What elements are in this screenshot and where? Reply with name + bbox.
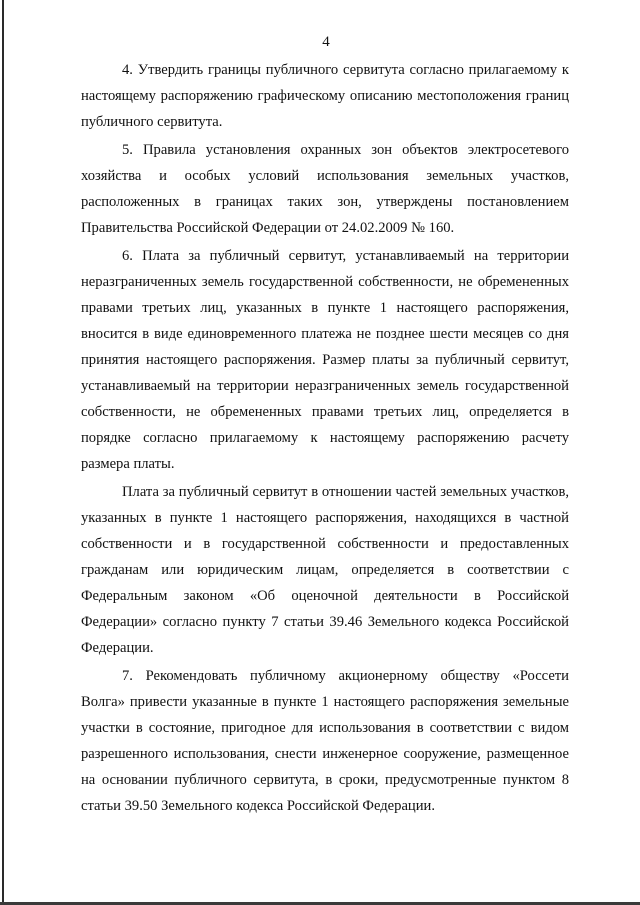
document-body <box>81 57 569 819</box>
paragraph-4: 4. Утвердить границы публичного сервитута согласно прилагаемому к настоящему распоряжению графическому описанию местоположения границ публичного сервитута. <box>81 62 569 130</box>
paragraph-6-continued: Плата за публичный сервитут в отношении частей земельных участков, указанных в пункте 1 настоящего распоряжения, находящихся в частной собственности и в государственной собственности и предоставленных гражданам или юридическим лицам, определяется в соответствии с Федеральным законом «Об оценочной деятельности в Российской Федерации» согласно пункту 7 статьи 39.46 Земельного кодекса Российской Федерации. <box>81 484 569 656</box>
paragraph-6: 6. Плата за публичный сервитут, устанавливаемый на территории неразграниченных земель государственной собственности, не обремененных правами третьих лиц, указанных в пункте 1 настоящего распоряжения, вносится в виде единовременного платежа не позднее шести месяцев со дня принятия настоящего распоряжения. Размер платы за публичный сервитут, устанавливаемый на территории неразграниченных земель государственной собственности, не обремененных правами третьих лиц, определяется в порядке согласно прилагаемому к настоящему распоряжению расчету размера платы. <box>81 248 569 472</box>
paragraph-5: 5. Правила установления охранных зон объектов электросетевого хозяйства и особых условий использования земельных участков, расположенных в границах таких зон, утверждены постановлением Правительства Российской Федерации от 24.02.2009 № 160. <box>81 142 569 236</box>
paragraph-7: 7. Рекомендовать публичному акционерному обществу «Россети Волга» привести указанные в пункте 1 настоящего распоряжения земельные участки в состояние, пригодное для использования в соответствии с видом разрешенного использования, снести инженерное сооружение, размещенное на основании публичного сервитута, в сроки, предусмотренные пунктом 8 статьи 39.50 Земельного кодекса Российской Федерации. <box>81 668 569 814</box>
page-number: 4 <box>322 34 330 50</box>
scan-left-edge <box>2 0 4 905</box>
